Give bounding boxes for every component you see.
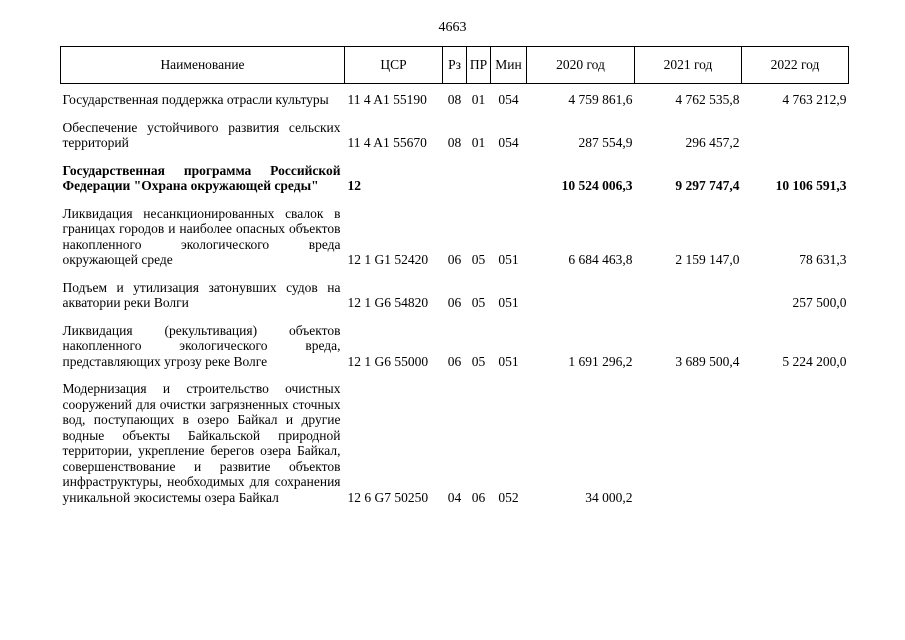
- cell-name: Ликвидация (рекультивация) объектов накопленного экологического вреда, представляющих угрозу реке Волге: [62, 322, 341, 369]
- cell-min: 051: [498, 353, 519, 369]
- table-header: [61, 47, 849, 84]
- cell-2022: [742, 108, 849, 151]
- table-row: [61, 151, 849, 194]
- cell-2021: 3 689 500,4: [675, 353, 740, 369]
- budget-table: [60, 46, 849, 505]
- cell-csr: 12 1 G6 54820: [347, 295, 429, 310]
- cell-2022: 4 763 212,9: [782, 92, 847, 107]
- column-header-2020: 2020 год: [527, 47, 635, 84]
- cell-rz: 08: [447, 135, 462, 150]
- cell-2020: 4 759 861,6: [568, 92, 633, 107]
- cell-min: 054: [498, 92, 519, 107]
- cell-min: 052: [498, 489, 519, 505]
- cell-2021: 296 457,2: [685, 135, 740, 150]
- cell-min: 051: [498, 295, 519, 310]
- cell-name: Ликвидация несанкционированных свалок в границах городов и наиболее опасных объектов накопленного экологического вреда окружающей среде: [62, 205, 341, 267]
- cell-csr: 11 4 A1 55190: [347, 92, 427, 107]
- cell-name: Модернизация и строительство очистных сооружений для очистки загрязненных сточных вод, поступающих в озеро Байкал и другие водные объекты Байкальской природной территории, укрепление берегов озера Байкал, совершенствование и развитие объектов инфраструктуры, необходимых для сохранения уникальной экосистемы озера Байкал: [62, 381, 341, 505]
- cell-pr: 05: [471, 252, 486, 267]
- column-header-csr: ЦСР: [345, 47, 443, 84]
- column-header-name: Наименование: [61, 47, 345, 84]
- cell-pr: 06: [471, 489, 486, 505]
- table-row: [61, 108, 849, 151]
- cell-rz: 06: [447, 295, 462, 310]
- cell-2022: 78 631,3: [799, 252, 847, 267]
- cell-rz: 06: [447, 252, 462, 267]
- cell-pr: 05: [471, 295, 486, 310]
- column-header-2021: 2021 год: [635, 47, 742, 84]
- cell-2021: 9 297 747,4: [675, 178, 740, 193]
- cell-2022: 10 106 591,3: [775, 178, 847, 193]
- cell-rz: 08: [447, 92, 462, 107]
- cell-name: Обеспечение устойчивого развития сельских территорий: [62, 119, 341, 150]
- cell-2021: 4 762 535,8: [675, 92, 740, 107]
- cell-2020: 34 000,2: [585, 489, 633, 505]
- cell-name: Государственная поддержка отрасли культуры: [62, 92, 329, 107]
- cell-csr: 12 6 G7 50250: [347, 489, 429, 505]
- cell-2022: 5 224 200,0: [782, 353, 847, 369]
- cell-rz: 06: [447, 353, 462, 369]
- cell-name: Государственная программа Российской Федерации "Охрана окружающей среды": [62, 162, 341, 193]
- cell-2021: [635, 268, 742, 311]
- cell-min: 054: [498, 135, 519, 150]
- cell-name: Подъем и утилизация затонувших судов на акватории реки Волги: [62, 279, 341, 310]
- cell-pr: 01: [471, 135, 486, 150]
- cell-csr: 12 1 G1 52420: [347, 252, 429, 267]
- cell-2022: [742, 369, 849, 505]
- cell-2020: 6 684 463,8: [568, 252, 633, 267]
- column-header-rz: Рз: [443, 47, 467, 84]
- table-row: [61, 311, 849, 370]
- table-row: [61, 369, 849, 505]
- cell-csr: 11 4 A1 55670: [347, 135, 427, 150]
- column-header-min: Мин: [491, 47, 527, 84]
- page-number: 4663: [438, 20, 467, 35]
- table-row: [61, 84, 849, 108]
- cell-csr: 12: [347, 178, 361, 193]
- cell-2022: 257 500,0: [792, 295, 847, 310]
- cell-min: 051: [498, 252, 519, 267]
- table-body: [61, 84, 849, 506]
- cell-min: [491, 151, 527, 194]
- cell-csr: 12 1 G6 55000: [347, 353, 429, 369]
- cell-2020: [527, 268, 635, 311]
- cell-rz: 04: [447, 489, 462, 505]
- cell-rz: [443, 151, 467, 194]
- cell-pr: 05: [471, 353, 486, 369]
- table-row: [61, 194, 849, 268]
- cell-2021: [635, 369, 742, 505]
- cell-2020: 10 524 006,3: [561, 178, 633, 193]
- table-row: [61, 268, 849, 311]
- column-header-2022: 2022 год: [742, 47, 849, 84]
- cell-2020: 287 554,9: [578, 135, 633, 150]
- column-header-pr: ПР: [467, 47, 491, 84]
- cell-2020: 1 691 296,2: [568, 353, 633, 369]
- cell-pr: [467, 151, 491, 194]
- cell-pr: 01: [471, 92, 486, 107]
- cell-2021: 2 159 147,0: [675, 252, 740, 267]
